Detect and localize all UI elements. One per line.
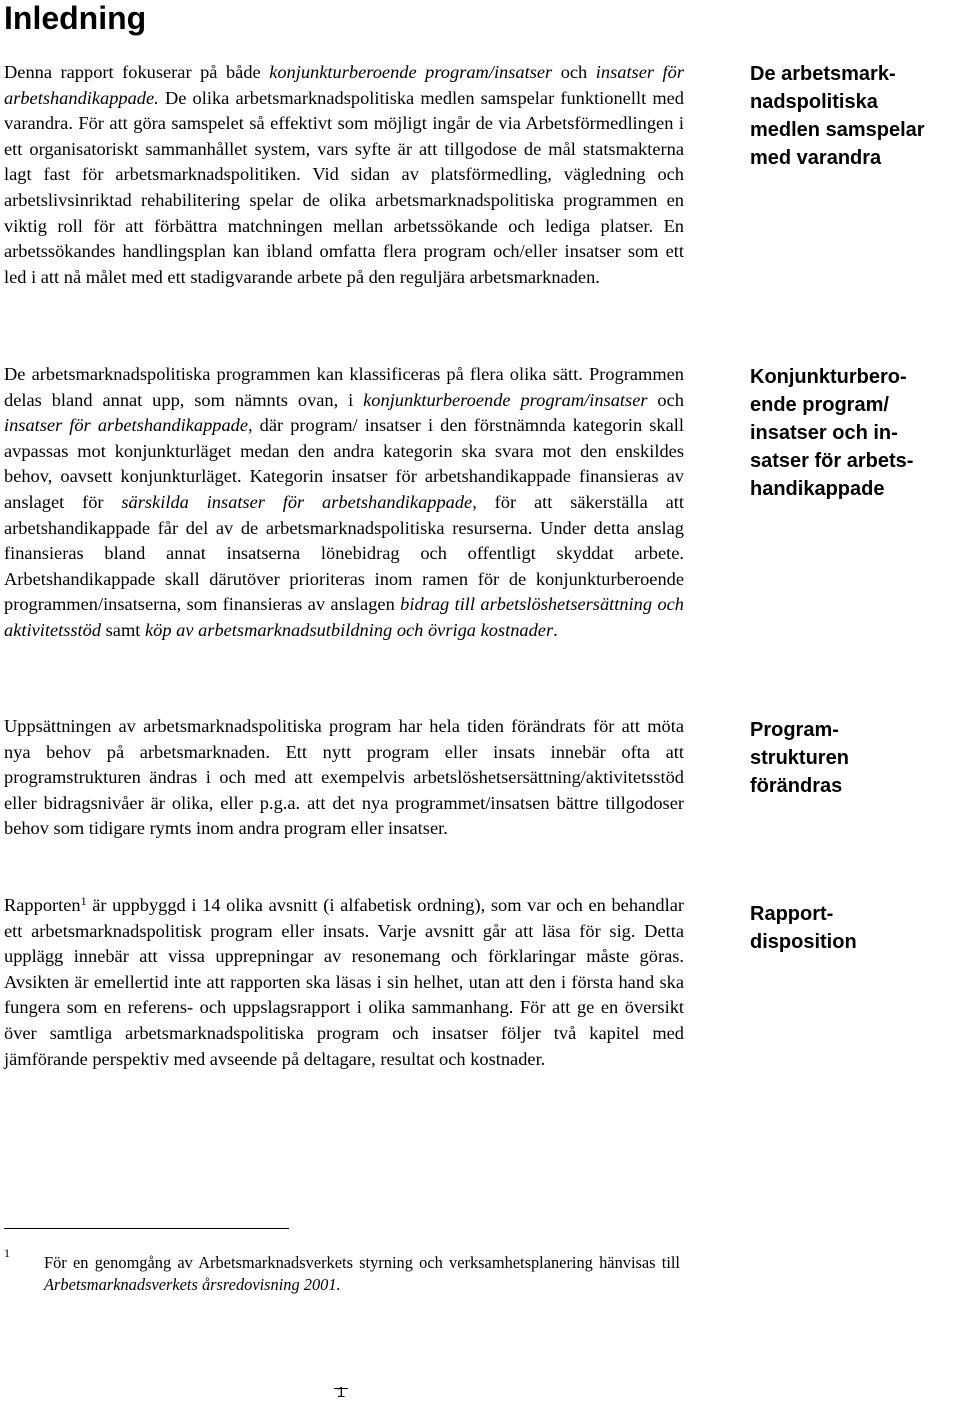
- text-run: är uppbyggd i 14 olika avsnitt (i alfabetisk ordning), som var och en behandlar ett arbetsmarknadspolitisk program eller insats. Varje avsnitt går att läsa för sig. Detta upplägg innebär att vissa upprepningar av resonemang och förklaringar måste göras. Avsikten är emellertid inte att rapporten ska läsas i sin helhet, utan att den i första hand ska fungera som en referens- och uppslagsrapport i olika sammanhang. För att ge en översikt över samtliga arbetsmarknadspolitiska program och insatser följer två kapitel med jämförande perspektiv med avseende på deltagare, resultat och kostnader.: [4, 895, 684, 1069]
- italic-term: konjunkturberoende program/insatser: [269, 62, 553, 82]
- page-title: Inledning: [4, 0, 147, 36]
- text-run: och: [647, 389, 684, 410]
- text-run: Rapporten: [4, 895, 81, 915]
- paragraph-program-structure: Uppsättningen av arbetsmarknadspolitiska program har hela tiden förändrats för att möta nya behov på arbetsmarknaden. Ett nytt program eller insats innebär ofta att programstrukturen ändras i och med att exempelvis arbetslöshetsersättning/aktivitetsstöd eller bidragsnivåer är olika, eller p.g.a. att det nya programmet/insatsen bättre tillgodoser behov som tidigare rymts inom andra program eller insatser.: [4, 716, 684, 839]
- text-run: samt: [101, 619, 145, 640]
- footnote-reference[interactable]: 1: [80, 894, 87, 908]
- text-run: .: [553, 619, 558, 640]
- paragraph-report-disposition: [4, 893, 684, 1072]
- paragraph-intro: [4, 60, 684, 290]
- margin-heading: De arbetsmark- nadspolitiska medlen samspelar med varandra: [750, 63, 925, 169]
- italic-term: köp av arbetsmarknadsutbildning och övriga kostnader: [144, 619, 554, 640]
- text-run: där program/ insatser i den förstnämnda kategorin skall avpassas mot konjunkturläget medan den andra kategorin ska svara mot den enskildes behov, oavsett konjunkturläget. Kategorin insatser för arbetshandikappade finansieras av anslaget för: [4, 415, 684, 512]
- text-run: Denna rapport fokuserar på både: [4, 62, 270, 82]
- italic-term: särskilda insatser för arbetshandikappade,: [121, 491, 477, 512]
- text-run: För en genomgång av Arbetsmarknadsverkets styrning och verksamhetsplanering hänvisas till: [44, 1253, 680, 1272]
- italic-term: insatser för arbetshandikappade,: [4, 415, 253, 436]
- italic-term: insatser för arbetshandikappade.: [4, 62, 685, 108]
- margin-heading: Rapport- disposition: [750, 903, 857, 953]
- italic-term: bidrag till arbetslöshetsersättning och aktivitetsstöd: [4, 594, 684, 640]
- footnote-number: 1: [4, 1246, 10, 1260]
- italic-term: konjunkturberoende program/insatser: [363, 389, 648, 410]
- italic-term: Arbetsmarknadsverkets årsredovisning 2001.: [44, 1275, 341, 1294]
- margin-heading: Program- strukturen förändras: [750, 719, 849, 797]
- page-number: 1: [336, 1384, 346, 1401]
- text-run: för att säkerställa att arbetshandikappade får del av de arbetsmarknadspolitiska resurserna. Under detta anslag finansieras bland annat insatserna lönebidrag och offentligt skyddat arbete. Arbetshandikappade skall därutöver prioriteras inom ramen för de konjunkturberoende programmen/insatserna, som finansieras av anslagen: [4, 491, 685, 615]
- margin-heading: Konjunkturbero- ende program/ insatser och in- satser för arbets- handikappade: [750, 366, 914, 500]
- text-run: och: [552, 62, 596, 82]
- paragraph-classification: [4, 362, 684, 644]
- text-run: De arbetsmarknadspolitiska programmen kan klassificeras på flera olika sätt. Programmen delas bland annat upp, som nämnts ovan, i: [4, 364, 684, 410]
- footnote-text: [44, 1252, 680, 1296]
- footnote-divider: [4, 1228, 289, 1229]
- text-run: De olika arbetsmarknadspolitiska medlen samspelar funktionellt med varandra. För att göra samspelet så effektivt som möjligt ingår de via Arbetsförmedlingen i ett organisatoriskt sammanhållet system, vars syfte är att tillgodose de mål statsmakterna lagt fast för arbetsmarknadspolitiken. Vid sidan av platsförmedling, vägledning och arbetslivsinriktad rehabilitering spelar de olika arbetsmarknadspolitiska programmen en viktig roll för att förbättra matchningen mellan arbetssökande och lediga platser. En arbetssökandes handlingsplan kan ibland omfatta flera program och/eller insatser som ett led i att nå målet med ett stadigvarande arbete på den reguljära arbetsmarknaden.: [4, 87, 684, 287]
